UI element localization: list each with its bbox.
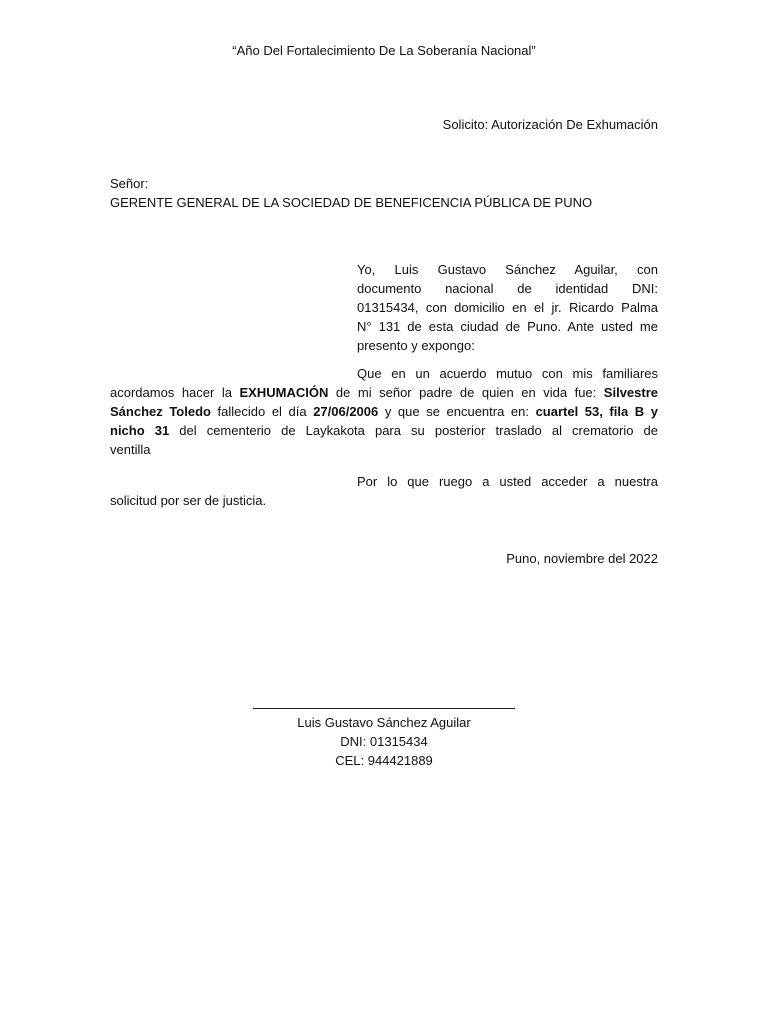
intro-line: Yo, Luis Gustavo Sánchez Aguilar, con <box>357 262 658 277</box>
paragraph-line <box>110 383 658 402</box>
subject-line: Solicito: Autorización De Exhumación <box>442 117 658 132</box>
signature-block <box>253 713 515 770</box>
paragraph-line <box>110 364 658 383</box>
paragraph-line <box>110 440 658 459</box>
niche-location: cuartel 53, fila B y <box>535 404 658 419</box>
text-run: Que en un acuerdo mutuo con mis familiares <box>357 366 658 381</box>
text-run: fallecido el día <box>210 404 314 419</box>
intro-line: presento y expongo: <box>357 338 475 353</box>
intro-line: N° 131 de esta ciudad de Puno. Ante usted me <box>357 319 658 334</box>
signer-phone: CEL: 944421889 <box>335 753 433 768</box>
text-run: del cementerio de Laykakota para su posterior traslado al crematorio de <box>169 423 658 438</box>
date-line: Puno, noviembre del 2022 <box>506 551 658 566</box>
addressee <box>110 174 670 212</box>
text-run: acordamos hacer la <box>110 385 240 400</box>
recipient: GERENTE GENERAL DE LA SOCIEDAD DE BENEFICENCIA PÚBLICA DE PUNO <box>110 195 593 210</box>
signer-dni: DNI: 01315434 <box>340 734 428 749</box>
paragraph-line <box>110 491 658 510</box>
text-run: solicitud por ser de justicia. <box>110 493 267 508</box>
request-paragraph <box>110 364 658 459</box>
signature-line <box>253 708 515 709</box>
signer-name: Luis Gustavo Sánchez Aguilar <box>297 715 471 730</box>
intro-line: 01315434, con domicilio en el jr. Ricardo Palma <box>357 300 658 315</box>
paragraph-line <box>110 402 658 421</box>
salutation: Señor: <box>110 176 149 191</box>
text-run: y que se encuentra en: <box>378 404 536 419</box>
paragraph-line <box>110 472 658 491</box>
niche-location: nicho 31 <box>110 423 170 438</box>
exhumation-keyword: EXHUMACIÓN <box>239 385 329 400</box>
death-date: 27/06/2006 <box>313 404 379 419</box>
text-run: de mi señor padre de quien en vida fue: <box>328 385 604 400</box>
intro-paragraph <box>357 260 658 355</box>
text-run: ventilla <box>110 442 151 457</box>
closing-paragraph <box>110 472 658 510</box>
paragraph-line <box>110 421 658 440</box>
text-run: Por lo que ruego a usted acceder a nuestra <box>357 474 658 489</box>
deceased-name: Sánchez Toledo <box>110 404 211 419</box>
intro-line: documento nacional de identidad DNI: <box>357 281 658 296</box>
deceased-name: Silvestre <box>603 385 658 400</box>
year-motto: “Año Del Fortalecimiento De La Soberanía Nacional” <box>232 43 536 58</box>
